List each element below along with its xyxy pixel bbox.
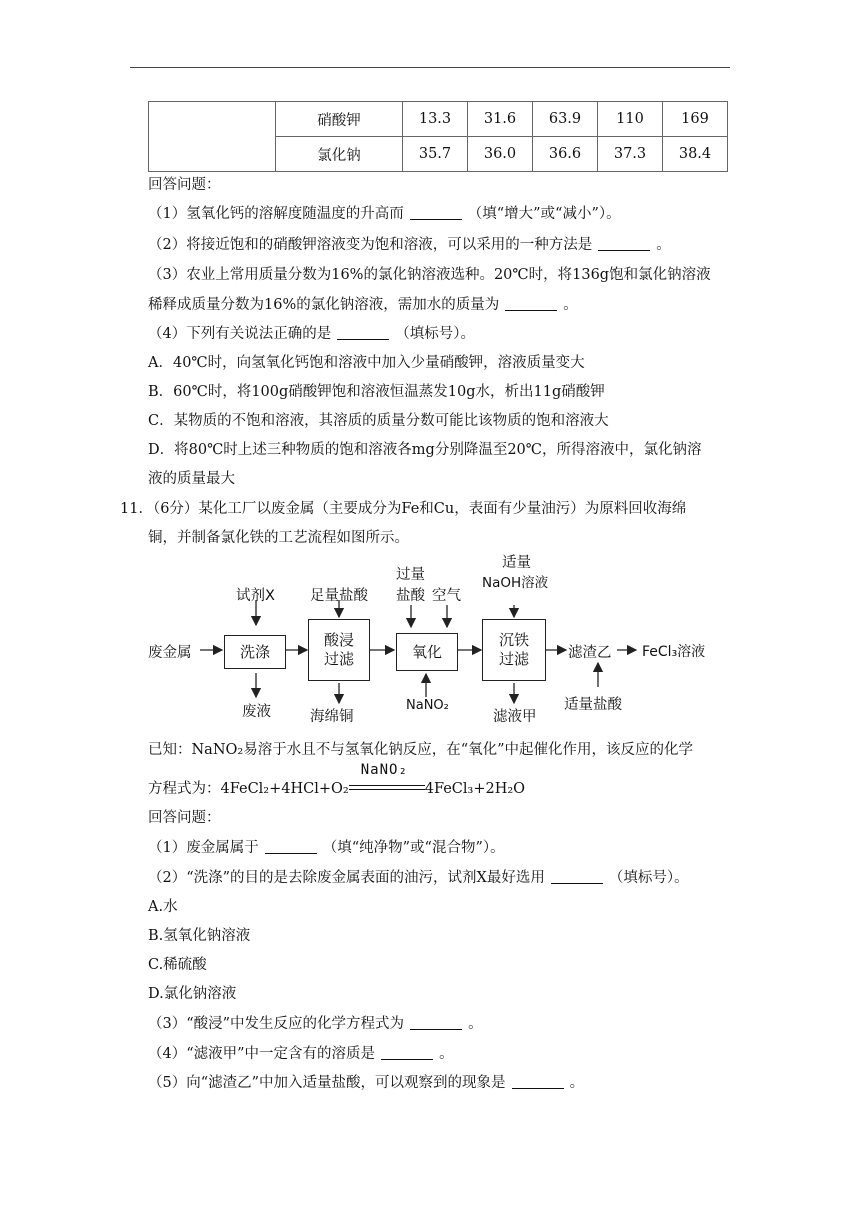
chemical-equation (148, 762, 526, 801)
table-cell: 38.4 (663, 137, 728, 172)
q10-part4-hint: （填标号）。 (395, 326, 475, 342)
answer-header: 回答问题： (148, 177, 221, 193)
equation-arrow (349, 762, 425, 797)
option-b: B.氢氧化钠溶液 (148, 928, 251, 944)
q11-part1 (148, 838, 505, 858)
label-air: 空气 (432, 588, 461, 604)
q10-part2-text: （2）将接近饱和的硝酸钾溶液变为饱和溶液，可以采用的一种方法是 (148, 237, 593, 253)
answer-blank[interactable] (505, 296, 557, 311)
q11-part4-end: 。 (439, 1046, 454, 1062)
box-iron-label1: 沉铁 (498, 631, 529, 649)
table-cell: 110 (598, 102, 663, 137)
option-a: A．40℃时，向氢氧化钙饱和溶液中加入少量硝酸钾，溶液质量变大 (148, 355, 585, 371)
table-cell: 37.3 (598, 137, 663, 172)
table-cell: 31.6 (468, 102, 533, 137)
table-cell: 硝酸钾 (276, 102, 403, 137)
q11-part2-hint: （填标号）。 (608, 870, 689, 886)
box-iron-precip (482, 619, 546, 681)
q11-part3 (148, 1014, 483, 1034)
answer-blank[interactable] (410, 205, 462, 220)
label-naoh-solution: NaOH溶液 (482, 575, 549, 591)
label-residue-b: 滤渣乙 (568, 645, 612, 661)
label-filtrate-a: 滤液甲 (493, 709, 537, 725)
box-acid-leach (308, 619, 370, 681)
q10-part1-hint: （填“增大”或“减小”）。 (467, 206, 621, 222)
equation-catalyst: NaNO₂ (360, 762, 408, 778)
table-cell: 35.7 (403, 137, 468, 172)
answer-blank[interactable] (512, 1074, 564, 1089)
table-cell: 63.9 (533, 102, 598, 137)
q10-part3-line2 (148, 295, 578, 315)
table-cell: 13.3 (403, 102, 468, 137)
option-c: C．某物质的不饱和溶液，其溶质的质量分数可能比该物质的饱和溶液大 (148, 413, 609, 429)
q11-part5 (148, 1073, 584, 1093)
table-cell: 36.0 (468, 137, 533, 172)
label-moderate: 适量 (502, 555, 531, 571)
q11-part4 (148, 1044, 454, 1064)
q10-part2 (148, 235, 671, 255)
q10-part3-line1: （3）农业上常用质量分数为16%的氯化钠溶液选种。20℃时，将136g饱和氯化钠溶液 (148, 267, 711, 283)
label-sponge-copper: 海绵铜 (310, 709, 354, 725)
option-d-line1: D．将80℃时上述三种物质的饱和溶液各mg分别降温至20℃，所得溶液中，氯化钠溶 (148, 442, 702, 458)
q10-part1-text: （1）氢氧化钙的溶解度随温度的升高而 (148, 206, 404, 222)
option-b: B．60℃时，将100g硝酸钾饱和溶液恒温蒸发10g水，析出11g硝酸钾 (148, 384, 605, 400)
q10-part1 (148, 204, 621, 224)
option-d-line2: 液的质量最大 (148, 471, 235, 487)
option-d: D.氯化钠溶液 (148, 986, 237, 1002)
box-acid-label1: 酸浸 (323, 631, 354, 649)
option-a: A.水 (148, 899, 178, 915)
q11-intro-line2: 铜，并制备氯化铁的工艺流程如图所示。 (148, 530, 409, 546)
label-fecl3-solution: FeCl₃溶液 (642, 644, 706, 660)
label-waste-metal: 废金属 (148, 645, 192, 661)
box-wash-label: 洗涤 (239, 642, 270, 661)
q11-part1-text: （1）废金属属于 (148, 840, 259, 856)
header-rule (130, 67, 730, 68)
label-excess-hcl: 盐酸 (396, 588, 425, 604)
q10-part4-text: （4）下列有关说法正确的是 (148, 326, 332, 342)
box-oxidize (396, 633, 458, 671)
answer-blank[interactable] (265, 839, 317, 854)
label-waste-liquid: 废液 (242, 704, 271, 720)
table-cell: 36.6 (533, 137, 598, 172)
q10-part3-end: 。 (563, 297, 578, 313)
q11-part4-text: （4）“滤液甲”中一定含有的溶质是 (148, 1046, 376, 1062)
table-cell: 169 (663, 102, 728, 137)
solubility-table (148, 101, 728, 172)
q11-part3-text: （3）“酸浸”中发生反应的化学方程式为 (148, 1016, 405, 1032)
table-cell: 氯化钠 (276, 137, 403, 172)
answer-blank[interactable] (410, 1015, 462, 1030)
table-row (149, 102, 728, 137)
label-sufficient-hcl: 足量盐酸 (310, 588, 368, 604)
box-oxidize-label: 氧化 (411, 642, 442, 661)
equation-right: 4FeCl₃+2H₂O (424, 781, 526, 797)
q11-intro-line1: 11．（6分）某化工厂以废金属（主要成分为Fe和Cu，表面有少量油污）为原料回收海绵 (120, 501, 687, 517)
answer-blank[interactable] (551, 869, 603, 884)
answer-blank[interactable] (598, 236, 650, 251)
q10-part3-text: 稀释成质量分数为16%的氯化钠溶液，需加水的质量为 (148, 297, 500, 313)
option-c: C.稀硫酸 (148, 957, 207, 973)
q11-part5-text: （5）向“滤渣乙”中加入适量盐酸，可以观察到的现象是 (148, 1075, 506, 1091)
label-excess: 过量 (396, 567, 425, 583)
label-moderate-hcl: 适量盐酸 (564, 697, 622, 713)
q11-part5-end: 。 (569, 1075, 585, 1091)
q11-part2 (148, 868, 689, 888)
equation-line-bottom (349, 789, 425, 790)
q10-part4 (148, 324, 475, 344)
q11-part3-end: 。 (468, 1016, 483, 1032)
answer-blank[interactable] (381, 1045, 433, 1060)
answer-blank[interactable] (337, 325, 389, 340)
q11-answer-header: 回答问题： (148, 810, 221, 826)
q11-part2-text: （2）“洗涤”的目的是去除废金属表面的油污，试剂X最好选用 (148, 870, 545, 886)
q11-part1-hint: （填“纯净物”或“混合物”）。 (322, 840, 505, 856)
equation-line-top (349, 785, 425, 786)
label-reagent-x: 试剂X (236, 588, 275, 604)
known-line1: 已知：NaNO₂易溶于水且不与氢氧化钠反应，在“氧化”中起催化作用，该反应的化学 (148, 742, 694, 758)
table-empty-cell (149, 102, 276, 172)
box-wash (224, 635, 286, 669)
equation-prefix: 方程式为： (148, 781, 221, 797)
box-iron-label2: 过滤 (498, 650, 529, 668)
q10-part2-end: 。 (656, 237, 671, 253)
process-flow-diagram (140, 555, 740, 730)
equation-left: 4FeCl₂+4HCl+O₂ (220, 781, 349, 797)
box-acid-label2: 过滤 (323, 650, 354, 668)
label-nano2: NaNO₂ (406, 698, 449, 713)
